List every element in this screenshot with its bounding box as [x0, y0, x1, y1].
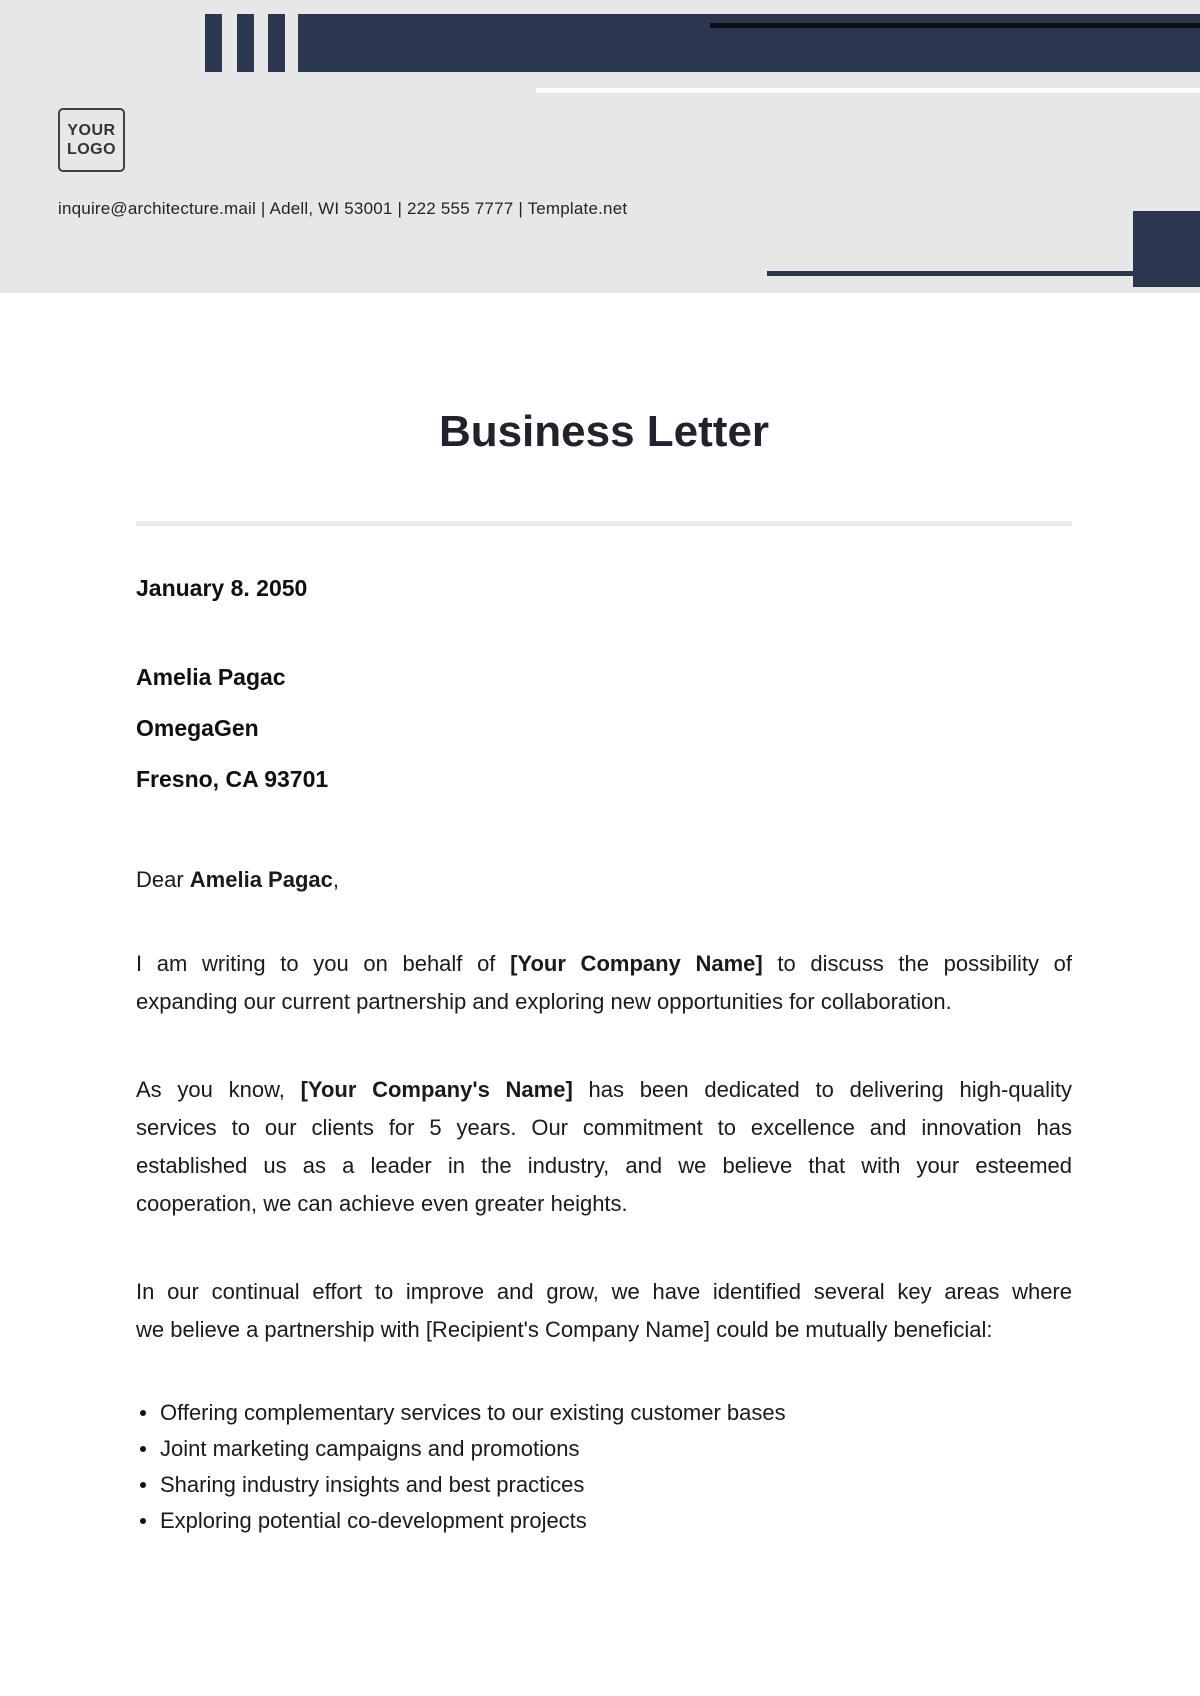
benefit-bullet-list [136, 1395, 1072, 1539]
bullet-text: Sharing industry insights and best practices [160, 1472, 585, 1497]
bullet-item [136, 1431, 1072, 1467]
title-divider [136, 521, 1072, 526]
paragraph-line [136, 1109, 1072, 1147]
bullet-item [136, 1395, 1072, 1431]
bullet-text: Exploring potential co-development projects [160, 1508, 587, 1533]
letterhead [0, 0, 1200, 293]
paragraph-line [136, 1147, 1072, 1185]
text-run: cooperation, we can achieve even greater heights. [136, 1191, 628, 1216]
letter-title: Business Letter [438, 407, 770, 456]
bullet-dot-icon [140, 1482, 146, 1488]
body-paragraph [136, 1273, 1072, 1349]
bullet-text: Offering complementary services to our existing customer bases [160, 1400, 786, 1425]
text-run: expanding our current partnership and exploring new opportunities for collaboration. [136, 989, 952, 1014]
text-run: we believe a partnership with [Recipient's Company Name] could be mutually beneficial: [136, 1317, 993, 1342]
bullet-dot-icon [140, 1410, 146, 1416]
text-run: In our continual effort to improve and grow, we have identified several key areas where [136, 1279, 1072, 1304]
letter-paragraphs [136, 945, 1072, 1349]
corner-accent-square [1133, 211, 1200, 287]
paragraph-line [136, 1071, 1072, 1109]
paragraph-line [136, 1273, 1072, 1311]
text-run: to discuss the possibility of [762, 951, 1072, 976]
recipient-line: Amelia Pagac [136, 664, 286, 690]
bullet-dot-icon [140, 1518, 146, 1524]
text-run: established us as a leader in the industry, and we believe that with your esteemed [136, 1153, 1072, 1178]
salutation [136, 865, 1072, 895]
bullet-item [136, 1503, 1072, 1539]
logo-text-line1: YOUR [67, 122, 116, 139]
logo-text-line2: LOGO [66, 141, 117, 158]
bold-text-run: [Your Company Name] [510, 951, 763, 976]
accent-bar-small-3 [268, 14, 285, 72]
company-logo-placeholder [58, 108, 125, 172]
paragraph-line [136, 945, 1072, 983]
paragraph-line [136, 1311, 1072, 1349]
bullet-item [136, 1467, 1072, 1503]
letter-body [0, 407, 1200, 1539]
body-paragraph [136, 1071, 1072, 1223]
white-accent-line [536, 88, 1200, 93]
text-run: has been dedicated to delivering high-quality [572, 1077, 1072, 1102]
header-bottom-accent-line [767, 271, 1133, 276]
recipient-block [136, 663, 1072, 793]
contact-info-line: inquire@architecture.mail | Adell, WI 53001 | 222 555 7777 | Template.net [58, 199, 628, 218]
recipient-line: Fresno, CA 93701 [136, 766, 329, 792]
black-accent-line [710, 23, 1200, 28]
text-run: As you know, [136, 1077, 301, 1102]
text-run: Dear [136, 867, 190, 892]
body-paragraph [136, 945, 1072, 1021]
bold-text-run: [Your Company's Name] [300, 1077, 573, 1102]
accent-bar-small-1 [205, 14, 222, 72]
accent-bar-small-2 [237, 14, 254, 72]
paragraph-line [136, 983, 1072, 1021]
text-run: I am writing to you on behalf of [136, 951, 511, 976]
text-run: services to our clients for 5 years. Our commitment to excellence and innovation has [136, 1115, 1072, 1140]
paragraph-line [136, 1185, 1072, 1223]
recipient-line: OmegaGen [136, 715, 259, 741]
letter-date: January 8. 2050 [136, 575, 308, 601]
bullet-dot-icon [140, 1446, 146, 1452]
bullet-text: Joint marketing campaigns and promotions [160, 1436, 580, 1461]
text-run: , [332, 867, 339, 892]
bold-text-run: Amelia Pagac [189, 867, 333, 892]
